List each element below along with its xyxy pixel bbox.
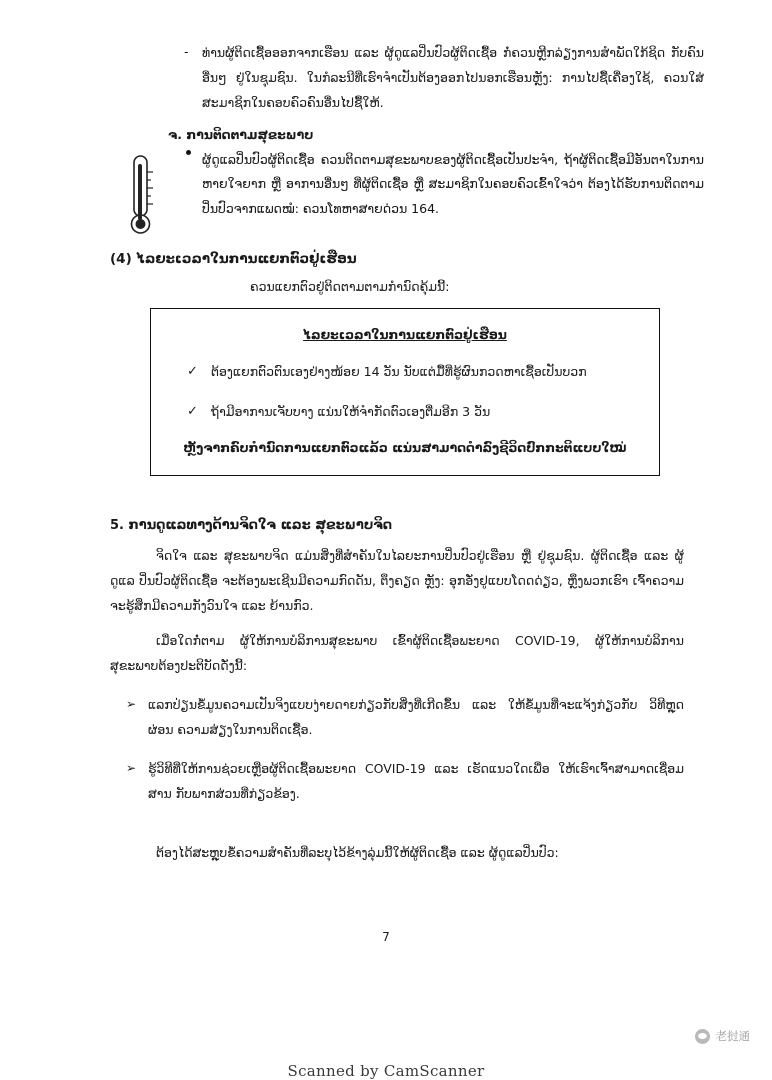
arrow-bullet-icon: ➢ (126, 696, 137, 711)
thermometer-icon (120, 152, 162, 238)
box-list-item-text: ຕ້ອງແຍກຕົວຕົນເອງຢ່າງໜ້ອຍ 14 ວັນ ນັບແຕ່ມື້ທີ່ຮູ້ຜົນກວດຫາເຊື້ອເປັນບວກ (211, 364, 587, 380)
isolation-period-box (150, 308, 660, 476)
dot-bullet-marker (186, 150, 191, 155)
wechat-watermark (695, 1028, 751, 1044)
wechat-watermark-label: 老挝通 (715, 1029, 750, 1043)
mental-health-paragraph-2: ເມື່ອໃດກໍ່ຕາມ ຜູ້ໃຫ້ການບໍລິການສຸຂະພາບ ເຂົ້າຜູ້ຕິດເຊື້ອພະຍາດ COVID-19, ຜູ້ໃຫ້ການບໍລິການ ສຸຂະພາບຕ້ອງປະຕິບັດດັ່ງນີ້: (110, 632, 684, 673)
mental-health-bullet-text: ຮູ້ວິທີທີ່ໃຫ້ການຊ່ວຍເຫຼືອຜູ້ຕິດເຊື້ອພະຍາດ COVID-19 ແລະ ເຮັດແນວໃດເພື່ອ ໃຫ້ເຮົາເຈົ້າສາມາດເຊື່ອມສານ ກັບພາກສ່ວນທີ່ກ່ຽວຂ້ອງ. (148, 760, 684, 801)
heading-mental-health: 5. ການດູແລທາງດ້ານຈິດໃຈ ແລະ ສຸຂະພາບຈິດ (110, 517, 393, 533)
health-monitoring-block (202, 148, 704, 221)
heading-isolation-period: (4) ໄລຍະເວລາໃນການແຍກຕົວຢູ່ເຮືອນ (110, 251, 357, 268)
dash-bullet-marker: - (184, 44, 189, 59)
mental-health-closing-text: ຕ້ອງໄດ້ສະຫຼຸບຂໍ້ຄວາມສໍາຄັນທີ່ລະບຸໄວ້ຂ້າງລຸ່ມນີ້ໃຫ້ຜູ້ຕິດເຊື້ອ ແລະ ຜູ້ດູແລປິ່ນປົວ: (156, 844, 559, 860)
box-footer-text: ຫຼັງຈາກຄົບກໍານົດການແຍກຕົວແລ້ວ ແນ່ນສາມາດດໍາລົງຊີວິດປົກກະຕິແບບໃໝ່ (183, 439, 627, 455)
check-icon: ✓ (187, 403, 198, 419)
box-list-item-text: ຖ້າມີອາການເຈັບບາງ ແນ່ນໃຫ້ຈຳກັດຕົວເອງຕື່ມອີກ 3 ວັນ (211, 403, 491, 419)
isolation-lead-line: ຄວນແຍກຕົວຢູ່ຕິດຕາມຕາມກໍານົດຄຸ້ມນີ້: (250, 279, 450, 295)
health-monitoring-text: ຜູ້ດູແລປິ່ນປົວຜູ້ຕິດເຊື້ອ ຄວນຕິດຕາມສຸຂະພາບຂອງຜູ້ຕິດເຊື້ອເປັນປະຈໍາ, ຖ້າຜູ້ຕິດເຊື້ອມີອັນຕາໃນການ ຫາຍໃຈຍາກ ຫຼື ອາການອື່ນໆ ທີ່ຜູ້ຕິດເຊື້ອ ຫຼື ສະມາຊິກໃນຄອບຄົວເຂົ້າໃຈວ່າ ຕ້ອງໄດ້ຮັບການຕິດຕາມ ປິ່ນປົວຈາກແພດໝໍ: ຄວນໂທຫາສາຍດ່ວນ 164. (202, 152, 704, 216)
scanner-note: Scanned by CamScanner (287, 1062, 485, 1080)
mental-health-bullet (126, 692, 684, 742)
box-list-item (187, 400, 623, 424)
wechat-icon (695, 1029, 710, 1044)
mental-health-bullet (126, 756, 684, 806)
mental-health-bullet-text: ແລກປ່ຽນຂໍ້ມູນຄວາມເປັນຈິງແບບງ່າຍດາຍກ່ຽວກັບສິ່ງທີ່ເກີດຂຶ້ນ ແລະ ໃຫ້ຂໍ້ມູນທີ່ຈະແຈ້ງກ່ຽວກັບ ວິທີຫຼຸດຜ່ອນ ຄວາມສ່ຽງໃນການຕິດເຊື້ອ. (148, 696, 684, 737)
page-number: 7 (382, 930, 390, 944)
heading-health-monitoring: ຈ. ການຕິດຕາມສຸຂະພາບ (168, 127, 314, 142)
top-bullet-text: ທ່ານຜູ້ຕິດເຊື້ອອອກຈາກເຮືອນ ແລະ ຜູ້ດູແລປິ່ນປົວຜູ້ຕິດເຊື້ອ ກໍ່ຄວນຫຼີກລ່ຽງການສໍາພັດໃກ້ຊິດ ກັບຄົນອື່ນໆ ຢູ່ໃນຊຸມຊົນ. ໃນກໍລະນີທີ່ເຮົາຈໍາເປັນຕ້ອງອອກໄປນອກເຮືອນຫຼັງ: ການໄປຊື້ເຄື່ອງໃຊ້, ຄວນໃສ່ ສະມາຊິກໃນຄອບຄົວຄົນອື່ນໄປຊື້ໃຫ້. (202, 45, 704, 110)
box-list-item (187, 360, 623, 384)
arrow-bullet-icon: ➢ (126, 760, 137, 775)
box-title: ໄລຍະເວລາໃນການແຍກຕົວຢູ່ເຮືອນ (303, 327, 507, 343)
mental-health-paragraph-1: ຈິດໃຈ ແລະ ສຸຂະພາບຈິດ ແມ່ນສິ່ງທີ່ສໍາຄັນໃນໄລຍະການປິ່ນປົວຢູ່ເຮືອນ ຫຼື ຢູ່ຊຸມຊົນ. ຜູ້ຕິດເຊື້ອ ແລະ ຜູ້ດູແລ ປິ່ນປົວຜູ້ຕິດເຊື້ອ ຈະຕ້ອງພະເຊີນມີຄວາມກົດດັນ, ຕຶງຄຽດ ຫຼັງ: ອຸກອັ່ງຢູແບບໂດດດ່ຽວ, ຫຼຶງພວກເຮົາ ເຈົ້າຄວາມຈະຮູ້ສຶກມີຄວາມກັງວົນໃຈ ແລະ ຍ້ານກົວ. (110, 547, 684, 613)
top-bullet-block (184, 40, 704, 115)
check-icon: ✓ (187, 364, 198, 380)
